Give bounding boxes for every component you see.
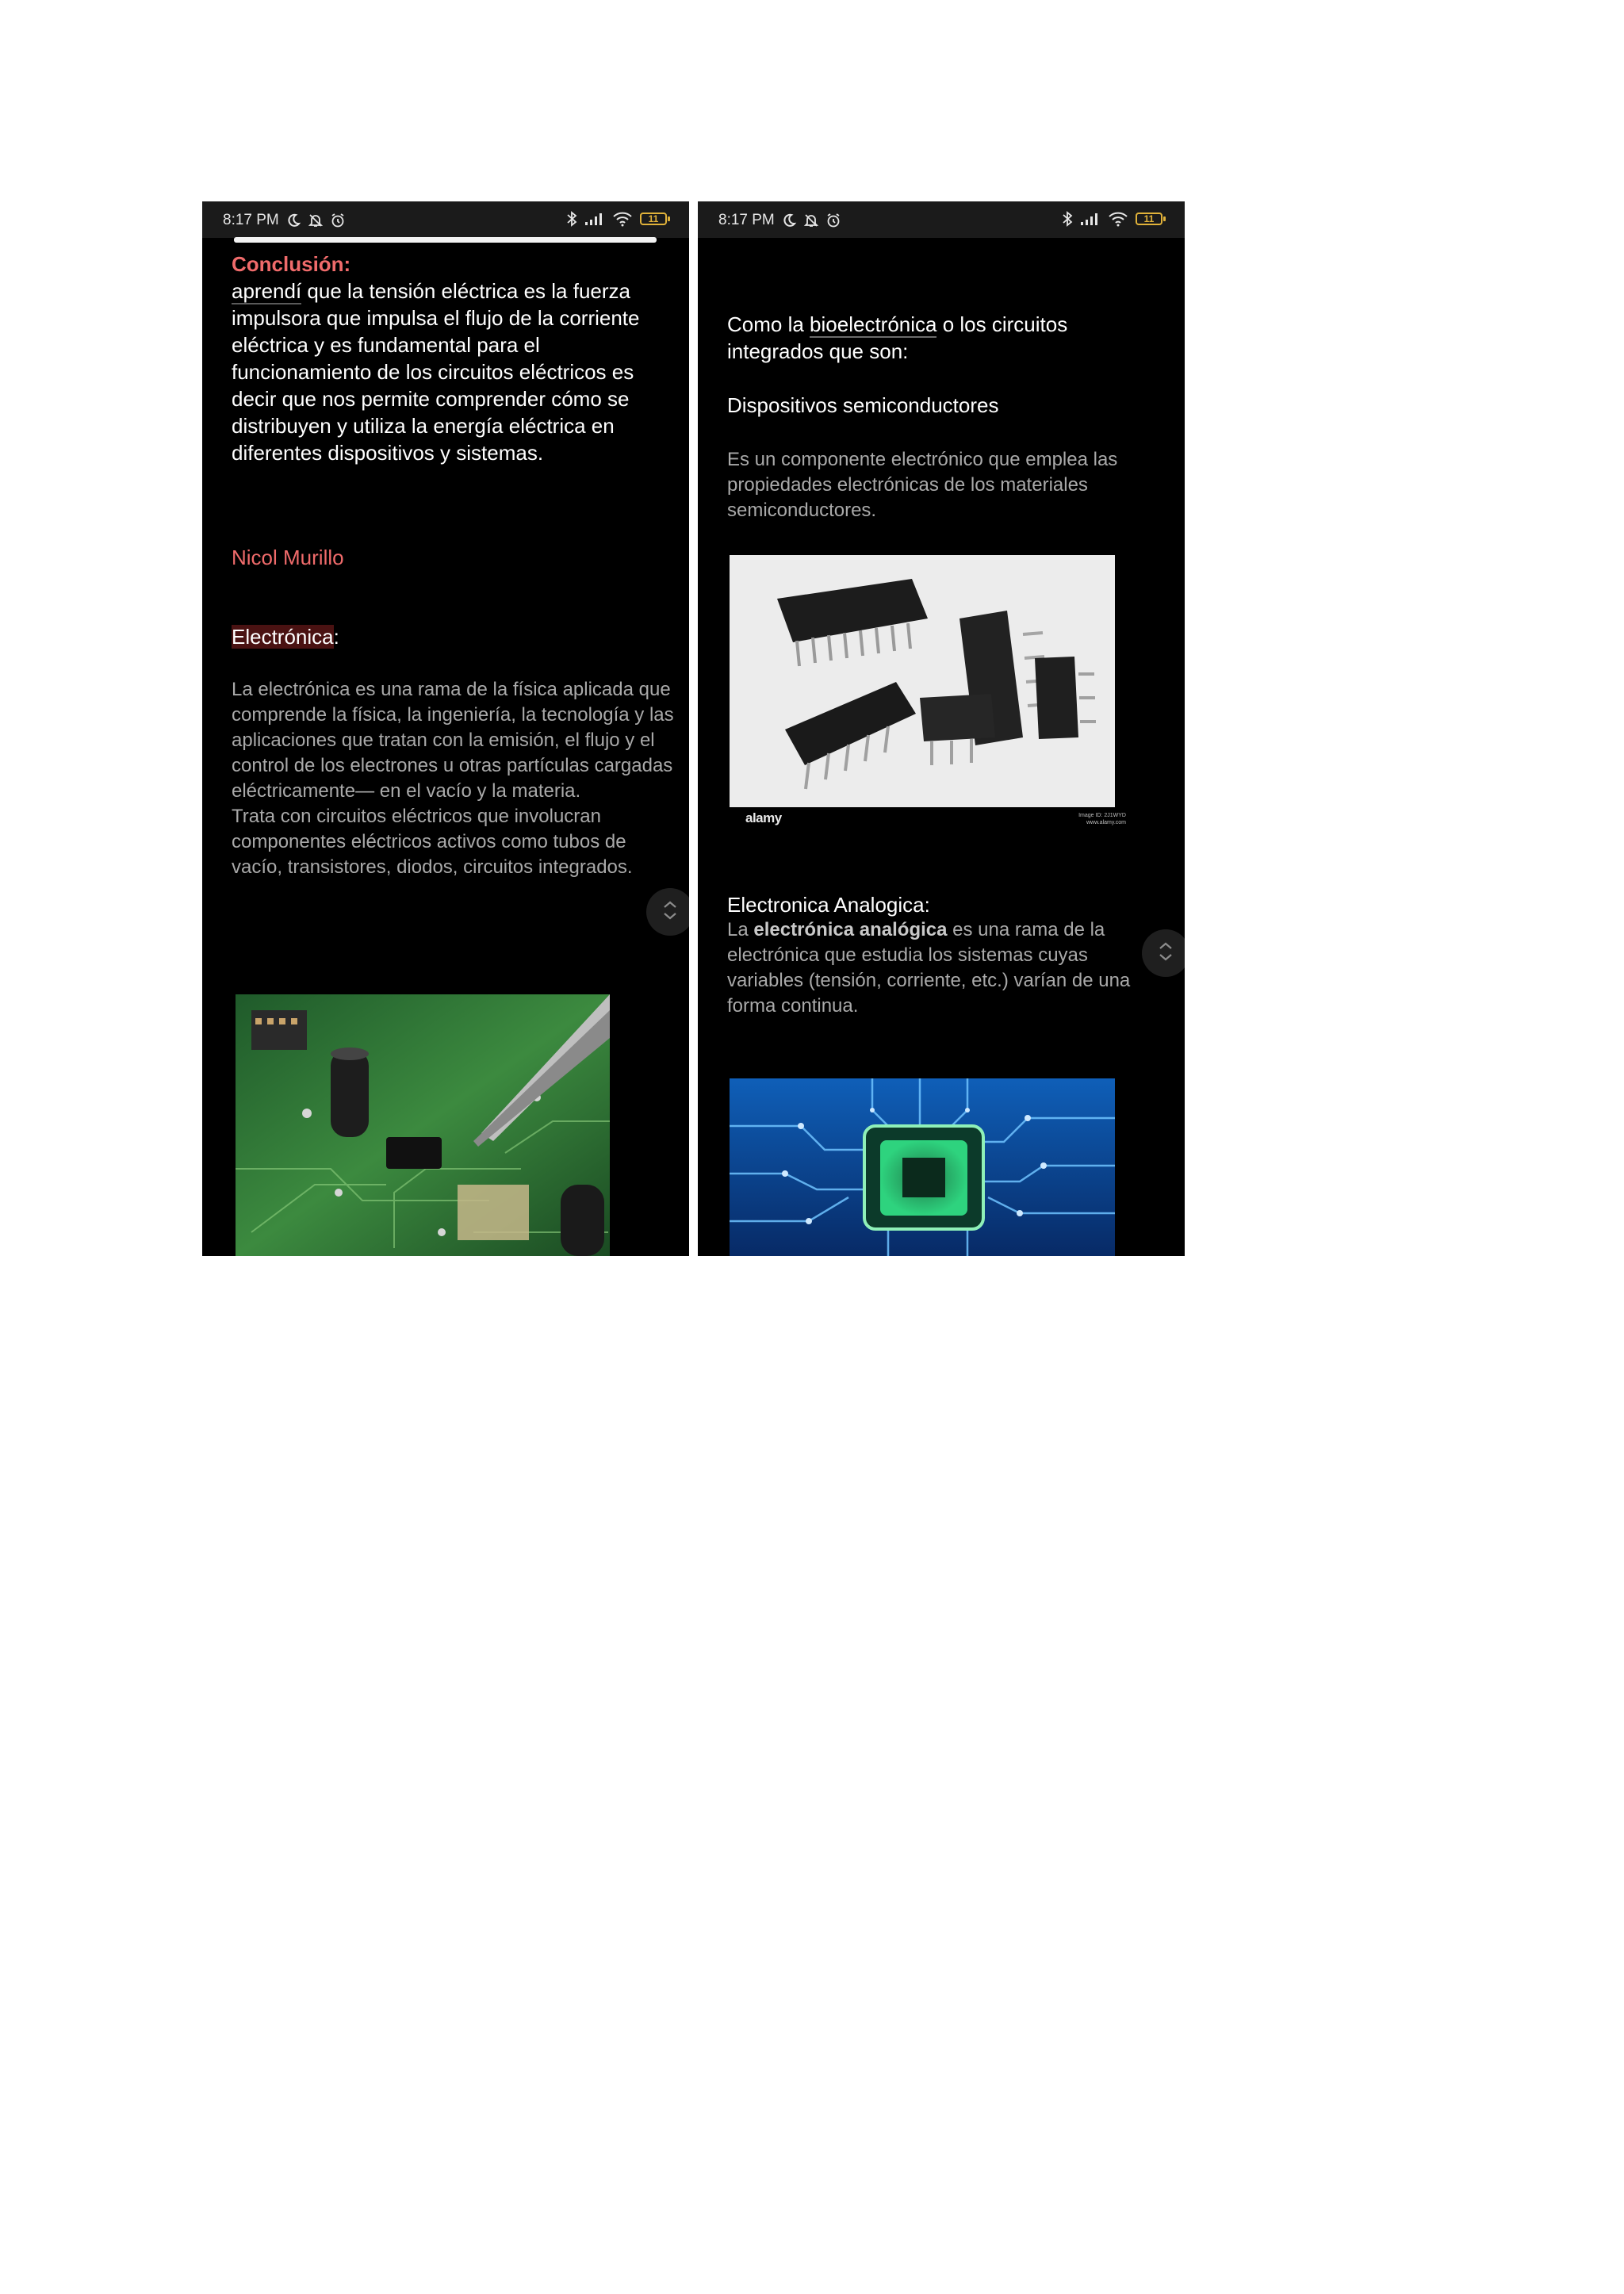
- scroll-indicator: [234, 237, 657, 243]
- electronica-colon: :: [333, 625, 339, 649]
- circuit-board-photo: [236, 994, 610, 1256]
- bell-off-icon: [803, 213, 819, 228]
- microchip-photo: [730, 1078, 1115, 1256]
- intro-suffix: o los circuitos integrados que son:: [727, 312, 1068, 363]
- battery-icon: 11: [640, 213, 667, 225]
- electronica-heading: [232, 623, 339, 650]
- alarm-icon: [825, 213, 841, 228]
- scroll-arrows-icon: [661, 898, 679, 926]
- integrated-circuits-photo: [730, 555, 1115, 807]
- status-time: 8:17 PM: [223, 212, 279, 228]
- scroll-arrows-icon: [1157, 940, 1174, 967]
- signal-icon: [584, 212, 605, 226]
- bluetooth-icon: [1062, 210, 1073, 228]
- conclusion-title: Conclusión:: [232, 252, 351, 276]
- intro-prefix: Como la: [727, 312, 810, 336]
- moon-icon: [285, 213, 301, 228]
- analog-bold: electrónica analógica: [753, 919, 948, 940]
- dispositivos-description: Es un componente electrónico que emplea las propiedades electrónicas de los materiales semiconductores.: [727, 449, 1118, 521]
- alamy-logo: alamy: [745, 810, 782, 825]
- conclusion-rest: que la tensión eléctrica es la fuerza impulsora que impulsa el flujo de la corriente eléctrica y es fundamental para el funcionamiento de los circuitos eléctricos es decir que nos permite comprender cómo se distribuyen y utiliza la energía eléctrica en diferentes dispositivos y sistemas.: [232, 279, 640, 465]
- bluetooth-icon: [566, 210, 577, 228]
- phone-screenshot-right: [698, 201, 1185, 1256]
- author-name: Nicol Murillo: [232, 546, 344, 569]
- analog-description: La electrónica analógica es una rama de la electrónica que estudia los sistemas cuyas variables (tensión, corriente, etc.) varían de una forma continua.: [727, 919, 1131, 1017]
- electronica-paragraph: [232, 677, 676, 880]
- wifi-icon: [1108, 211, 1128, 227]
- intro-text: [727, 311, 1155, 365]
- scroll-button[interactable]: [1142, 929, 1185, 977]
- bell-off-icon: [308, 213, 324, 228]
- moon-icon: [781, 213, 797, 228]
- status-bar: [202, 201, 689, 238]
- electronica-p1: La electrónica es una rama de la física aplicada que comprende la física, la ingeniería, la tecnología y las aplicaciones que tratan con la emisión, el flujo y el control de los electrones u otras partículas cargadas eléctricamente— en el vacío y la materia.: [232, 679, 674, 802]
- signal-icon: [1080, 212, 1101, 226]
- status-bar: [698, 201, 1185, 238]
- battery-icon: 11: [1136, 213, 1162, 225]
- bioelectronica-link[interactable]: bioelectrónica: [810, 312, 937, 336]
- dispositivos-title: Dispositivos semiconductores: [727, 393, 999, 417]
- alarm-icon: [330, 213, 346, 228]
- phone-screenshot-left: [202, 201, 689, 1256]
- status-time: 8:17 PM: [718, 212, 775, 228]
- conclusion-text: [232, 278, 668, 466]
- analog-title: Electronica Analogica:: [727, 893, 930, 917]
- scroll-button[interactable]: [646, 888, 689, 936]
- alamy-watermark: Image ID: 2J1WYD www.alamy.com: [1078, 813, 1126, 825]
- conclusion-first-word: aprendí: [232, 279, 302, 303]
- wifi-icon: [612, 211, 633, 227]
- electronica-p2: Trata con circuitos eléctricos que involucran componentes eléctricos activos como tubos de vacío, transistores, diodos, circuitos integrados.: [232, 806, 633, 878]
- electronica-label: Electrónica: [232, 625, 334, 649]
